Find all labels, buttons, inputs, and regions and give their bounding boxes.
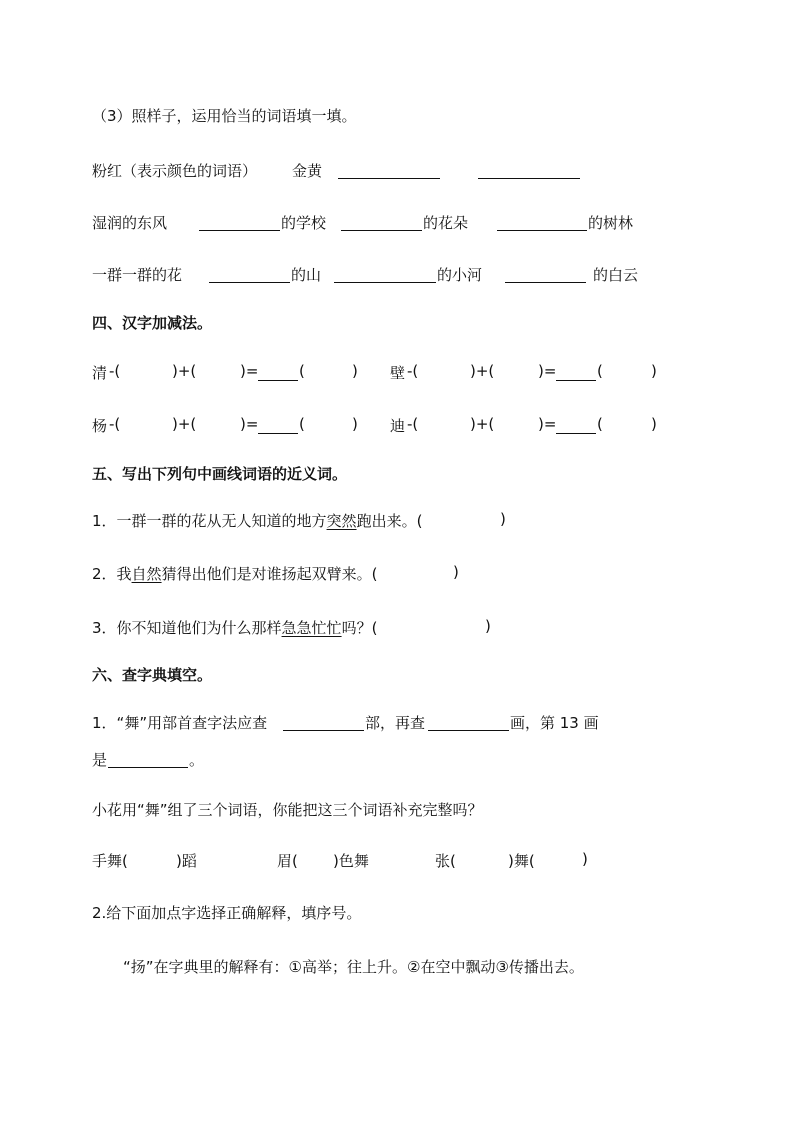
s4-r2a-open: (	[299, 415, 305, 433]
s4-r2b-plus: )+(	[470, 415, 495, 433]
s5-q3-close: )	[485, 617, 491, 635]
s4-r1a-minus: -(	[109, 362, 121, 380]
s4-r2a-minus: -(	[109, 415, 121, 433]
s4-r1a-blank[interactable]	[258, 364, 298, 381]
s6-word2-end: )色舞	[333, 852, 369, 870]
s6-word1-start: 手舞(	[92, 852, 128, 870]
s6-prompt: 小花用“舞”组了三个词语，你能把这三个词语补充完整吗？	[92, 801, 483, 819]
s4-r2a-char: 杨	[92, 417, 108, 435]
s6-word1-end: )蹈	[176, 852, 197, 870]
q3-row1-blank-1[interactable]	[338, 162, 440, 179]
q3-row2-label-2: 的花朵	[423, 214, 469, 232]
s4-r1a-char: 清	[92, 364, 108, 382]
q3-row2-label-3: 的树林	[588, 214, 634, 232]
s5-q1-underlined-word: 突然	[326, 512, 357, 530]
q3-row1-example: 粉红（表示颜色的词语）	[92, 162, 258, 180]
s6-q1-blank-strokes[interactable]	[428, 714, 509, 731]
s4-r2a-eq: )=	[240, 415, 259, 433]
s5-question-1	[92, 510, 422, 532]
s5-q2-close: )	[453, 563, 459, 581]
q3-row3-example: 一群一群的花	[92, 266, 183, 284]
s4-r1b-char: 壁	[390, 364, 406, 382]
s4-r2b-char: 迪	[390, 417, 406, 435]
s4-r2a-plus: )+(	[172, 415, 197, 433]
q3-title: （3）照样子，运用恰当的词语填一填。	[92, 107, 357, 125]
s5-q3-underlined-word: 急急忙忙	[281, 619, 342, 637]
s6-q1-blank-stroke13[interactable]	[108, 751, 188, 768]
q3-row1-blank-2[interactable]	[478, 162, 580, 179]
s4-r1a-plus: )+(	[172, 362, 197, 380]
s5-q1-pre: 1．一群一群的花从无人知道的地方	[92, 512, 327, 530]
s6-q1-part-a: 1．“舞”用部首查字法应查	[92, 714, 268, 732]
section5-heading: 五、写出下列句中画线词语的近义词。	[92, 465, 348, 483]
q3-row3-label-2: 的小河	[437, 266, 483, 284]
s5-q1-post: 跑出来。(	[356, 512, 423, 530]
s5-q3-post: 吗？(	[341, 619, 378, 637]
s6-q1-part-e: 。	[189, 751, 205, 769]
s6-definition: “扬”在字典里的解释有：①高举；往上升。②在空中飘动③传播出去。	[123, 958, 584, 976]
s4-r1b-eq: )=	[538, 362, 557, 380]
s6-q1-part-d: 是	[92, 751, 108, 769]
s5-q1-close: )	[500, 510, 506, 528]
s6-question-2: 2.给下面加点字选择正确解释，填序号。	[92, 904, 362, 922]
s4-r2b-close: )	[651, 415, 657, 433]
s4-r2b-open: (	[597, 415, 603, 433]
q3-row3-label-3: 的白云	[593, 266, 639, 284]
q3-row3-blank-3[interactable]	[505, 266, 586, 283]
s4-r1a-close: )	[352, 362, 358, 380]
s4-r1a-eq: )=	[240, 362, 259, 380]
q3-row2-label-1: 的学校	[281, 214, 327, 232]
s6-q1-blank-radical[interactable]	[283, 714, 364, 731]
q3-row1-word: 金黄	[292, 162, 323, 180]
q3-row3-blank-2[interactable]	[334, 266, 436, 283]
s5-q2-underlined-word: 自然	[131, 565, 162, 583]
s6-word2-start: 眉(	[277, 852, 298, 870]
s5-q3-pre: 3．你不知道他们为什么那样	[92, 619, 282, 637]
s4-r2a-close: )	[352, 415, 358, 433]
s5-q2-pre: 2．我	[92, 565, 132, 583]
q3-row2-blank-3[interactable]	[497, 214, 587, 231]
s4-r2b-blank[interactable]	[556, 417, 596, 434]
s5-question-3	[92, 617, 377, 639]
q3-row2-blank-1[interactable]	[199, 214, 280, 231]
s5-q2-post: 猜得出他们是对谁扬起双臂来。(	[161, 565, 378, 583]
q3-row3-label-1: 的山	[291, 266, 322, 284]
s6-word3-end: )	[582, 850, 588, 868]
s6-word3-mid: )舞(	[508, 852, 535, 870]
s4-r1b-close: )	[651, 362, 657, 380]
s6-q1-part-b: 部，再查	[365, 714, 426, 732]
s6-q1-part-c: 画，第 13 画	[510, 714, 599, 732]
s4-r1b-plus: )+(	[470, 362, 495, 380]
s4-r1a-open: (	[299, 362, 305, 380]
s4-r2a-blank[interactable]	[258, 417, 298, 434]
s4-r2b-eq: )=	[538, 415, 557, 433]
section4-heading: 四、汉字加减法。	[92, 314, 213, 332]
q3-row2-blank-2[interactable]	[341, 214, 422, 231]
section6-heading: 六、查字典填空。	[92, 666, 213, 684]
s4-r1b-minus: -(	[407, 362, 419, 380]
s4-r1b-open: (	[597, 362, 603, 380]
s5-question-2	[92, 563, 377, 585]
s6-word3-start: 张(	[435, 852, 456, 870]
s4-r2b-minus: -(	[407, 415, 419, 433]
s4-r1b-blank[interactable]	[556, 364, 596, 381]
q3-row2-example: 湿润的东风	[92, 214, 168, 232]
q3-row3-blank-1[interactable]	[209, 266, 290, 283]
